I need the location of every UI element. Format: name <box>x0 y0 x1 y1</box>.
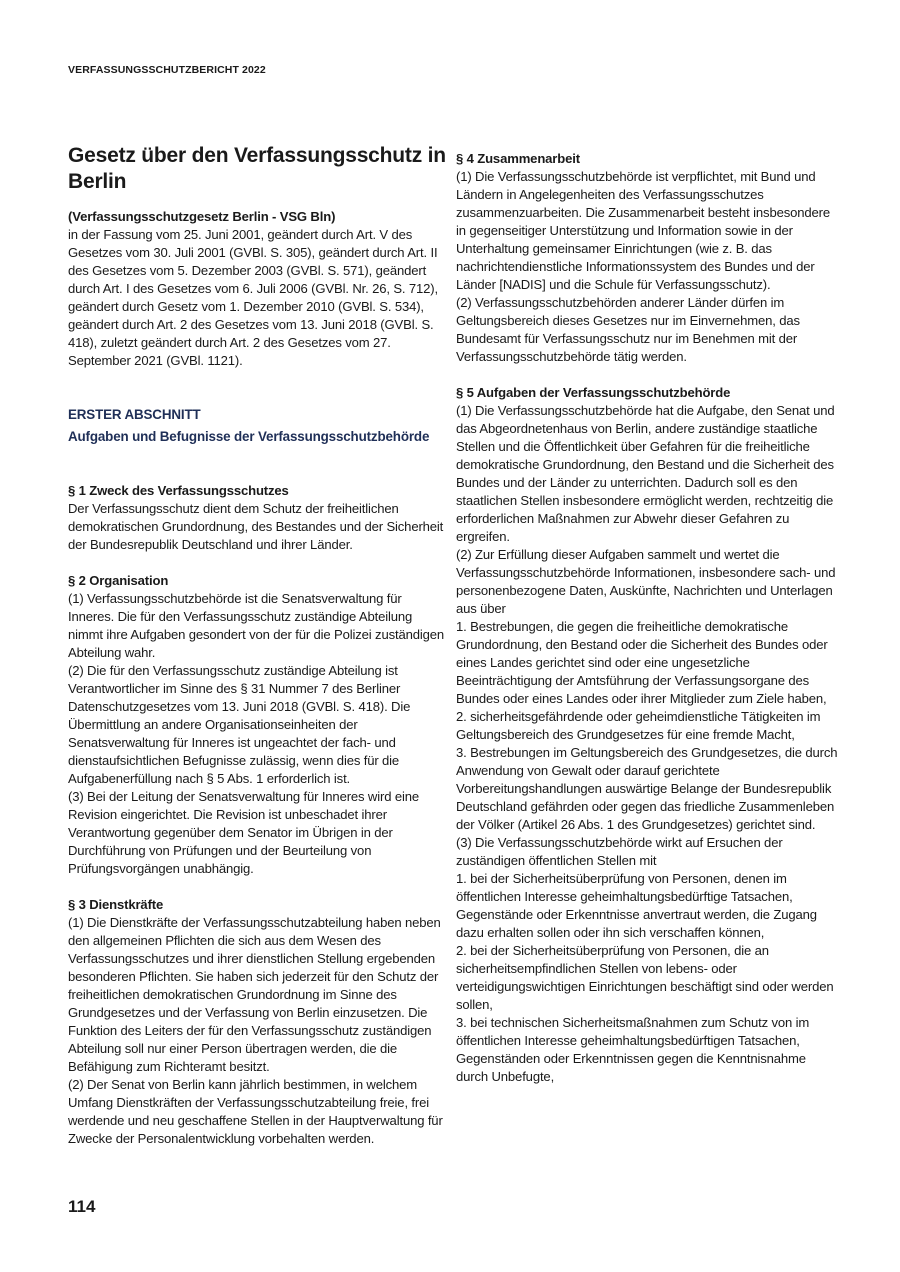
paragraph-clause: (3) Die Verfassungsschutzbehörde wirkt auf Ersuchen der zuständigen öffentlichen Stellen mit <box>456 835 783 868</box>
section-heading <box>68 406 448 446</box>
section-kicker: ERSTER ABSCHNITT <box>68 407 201 422</box>
paragraph-clause: (1) Die Dienstkräfte der Verfassungsschutzabteilung haben neben den allgemeinen Pflichten die sich aus dem Wesen des Verfassungsschutzes und ihrer dienstlichen Stellung ergebenden besonderen Pflichten. Sie haben sich jederzeit für den Schutz der freiheitlichen demokratischen Grundordnung im Sinne des Grundgesetzes und der Verfassung von Berlin einzusetzen. Die Funktion des Leiters der für den Verfassungsschutz zuständigen Abteilung soll nur einer Person übertragen werden, die die Befähigung zum Richteramt besitzt. <box>68 915 441 1074</box>
paragraph-3 <box>68 896 448 1148</box>
document-title: Gesetz über den Verfassungsschutz in Berlin <box>68 144 446 193</box>
paragraph-clause: (1) Verfassungsschutzbehörde ist die Senatsverwaltung für Inneres. Die für den Verfassungsschutz zuständige Abteilung nimmt ihre Aufgaben gesondert von der für die Polizei zuständigen Abteilung wahr. <box>68 591 445 660</box>
running-head: VERFASSUNGSSCHUTZBERICHT 2022 <box>68 64 266 76</box>
list-item: 2. bei der Sicherheitsüberprüfung von Personen, die an sicherheitsempfindlichen Stellen von lebens- oder verteidigungswichtigen Einrichtungen beschäftigt sind oder werden sollen, <box>456 943 834 1012</box>
page-number: 114 <box>68 1197 96 1216</box>
paragraph-title: § 2 Organisation <box>68 573 169 588</box>
paragraph-clause: (2) Der Senat von Berlin kann jährlich bestimmen, in welchem Umfang Dienstkräften der Verfassungsschutzabteilung freie, frei werdende und neu geschaffene Stellen in der Hauptverwaltung für Zwecke der Personalentwicklung vorbehalten werden. <box>68 1077 443 1146</box>
paragraph-text: Der Verfassungsschutz dient dem Schutz der freiheitlichen demokratischen Grundordnung, des Bestandes und der Sicherheit der Bundesrepublik Deutschland und ihrer Länder. <box>68 501 444 552</box>
list-item: 1. bei der Sicherheitsüberprüfung von Personen, denen im öffentlichen Interesse geheimhaltungsbedürftige Tatsachen, Gegenstände oder Erkenntnisse anvertraut werden, die Zugang dazu erhalten sollen oder ihn sich verschaffen können, <box>456 871 817 940</box>
paragraph-title: § 5 Aufgaben der Verfassungsschutzbehörde <box>456 385 731 400</box>
paragraph-clause: (2) Die für den Verfassungsschutz zuständige Abteilung ist Verantwortlicher im Sinne des § 31 Nummer 7 des Berliner Datenschutzgesetzes vom 13. Juni 2018 (GVBl. S. 418). Die Übermittlung an andere Organisationseinheiten der Senatsverwaltung für Inneres ist ungeachtet der fach- und dienstaufsichtlichen Befugnisse zulässig, wenn dies für die Aufgabenerfüllung nach § 5 Abs. 1 erforderlich ist. <box>68 663 411 786</box>
paragraph-4 <box>456 150 840 366</box>
paragraph-title: § 3 Dienstkräfte <box>68 897 164 912</box>
paragraph-1 <box>68 482 448 554</box>
list-item: 3. Bestrebungen im Geltungsbereich des Grundgesetzes, die durch Anwendung von Gewalt oder darauf gerichtete Vorbereitungshandlungen auswärtige Belange der Bundesrepublik Deutschland gefährden oder gegen das friedliche Zusammenleben der Völker (Artikel 26 Abs. 1 des Grundgesetzes) gerichtet sind. <box>456 745 838 832</box>
left-column <box>68 143 448 1148</box>
right-column <box>456 150 840 1086</box>
paragraph-5 <box>456 384 840 1086</box>
list-item: 1. Bestrebungen, die gegen die freiheitliche demokratische Grundordnung, den Bestand oder die Sicherheit des Bundes oder eines Landes gerichtet sind oder eine ungesetzliche Beeinträchtigung der Amtsführung der Verfassungsorgane des Bundes oder eines Landes oder ihrer Mitglieder zum Ziele haben, <box>456 619 828 706</box>
paragraph-clause: (1) Die Verfassungsschutzbehörde hat die Aufgabe, den Senat und das Abgeordnetenhaus von Berlin, andere zuständige staatliche Stellen und die Öffentlichkeit über Gefahren für die freiheitliche demokratische Grundordnung, den Bestand und die Sicherheit des Bundes und der Länder zu unterrichten. Dadurch soll es den staatlichen Stellen insbesondere ermöglicht werden, rechtzeitig die erforderlichen Maßnahmen zur Abwehr dieser Gefahren zu ergreifen. <box>456 403 835 544</box>
list-item: 2. sicherheitsgefährdende oder geheimdienstliche Tätigkeiten im Geltungsbereich des Grundgesetzes für eine fremde Macht, <box>456 709 821 742</box>
paragraph-clause: (1) Die Verfassungsschutzbehörde ist verpflichtet, mit Bund und Ländern in Angelegenheiten des Verfassungsschutzes zusammenzuarbeiten. Die Zusammenarbeit besteht insbesondere in gegenseitiger Unterstützung und Information sowie in der Unterhaltung gemeinsamer Einrichtungen (wie z. B. das nachrichtendienstliche Informationssystem des Bundes und der Länder [NADIS] und die Schule für Verfassungsschutz). <box>456 169 830 292</box>
paragraph-2 <box>68 572 448 878</box>
paragraph-title: § 4 Zusammenarbeit <box>456 151 580 166</box>
paragraph-clause: (2) Zur Erfüllung dieser Aufgaben sammelt und wertet die Verfassungsschutzbehörde Informationen, insbesondere sach- und personenbezogene Daten, Auskünfte, Nachrichten und Unterlagen aus über <box>456 547 836 616</box>
section-title: Aufgaben und Befugnisse der Verfassungsschutzbehörde <box>68 429 430 444</box>
paragraph-clause: (3) Bei der Leitung der Senatsverwaltung für Inneres wird eine Revision eingerichtet. Die Revision ist unbeschadet ihrer Verantwortung gegenüber dem Senator im Übrigen in der Durchführung von Prüfungen und der Beurteilung von Prüfungsvorgängen unabhängig. <box>68 789 419 876</box>
law-short-title: (Verfassungsschutzgesetz Berlin - VSG Bln) <box>68 209 336 224</box>
amendment-history: in der Fassung vom 25. Juni 2001, geändert durch Art. V des Gesetzes vom 30. Juli 2001 (GVBl. S. 305), geändert durch Art. II des Gesetzes vom 5. Dezember 2003 (GVBl. S. 571), geändert durch Art. I des Gesetzes vom 6. Juli 2006 (GVBl. Nr. 26, S. 712), geändert durch Gesetz vom 1. Dezember 2010 (GVBl. S. 534), geändert durch Art. 2 des Gesetzes vom 13. Juni 2018 (GVBl. S. 418), zuletzt geändert durch Art. 2 des Gesetzes vom 27. September 2021 (GVBl. 1121). <box>68 227 438 368</box>
paragraph-clause: (2) Verfassungsschutzbehörden anderer Länder dürfen im Geltungsbereich dieses Gesetzes nur im Einvernehmen, das Bundesamt für Verfassungsschutz nur im Benehmen mit der Verfassungsschutzbehörde tätig werden. <box>456 295 800 364</box>
paragraph-title: § 1 Zweck des Verfassungsschutzes <box>68 483 289 498</box>
list-item: 3. bei technischen Sicherheitsmaßnahmen zum Schutz von im öffentlichen Interesse geheimhaltungsbedürftigen Tatsachen, Gegenständen oder Erkenntnissen gegen die Kenntnisnahme durch Unbefugte, <box>456 1015 810 1084</box>
